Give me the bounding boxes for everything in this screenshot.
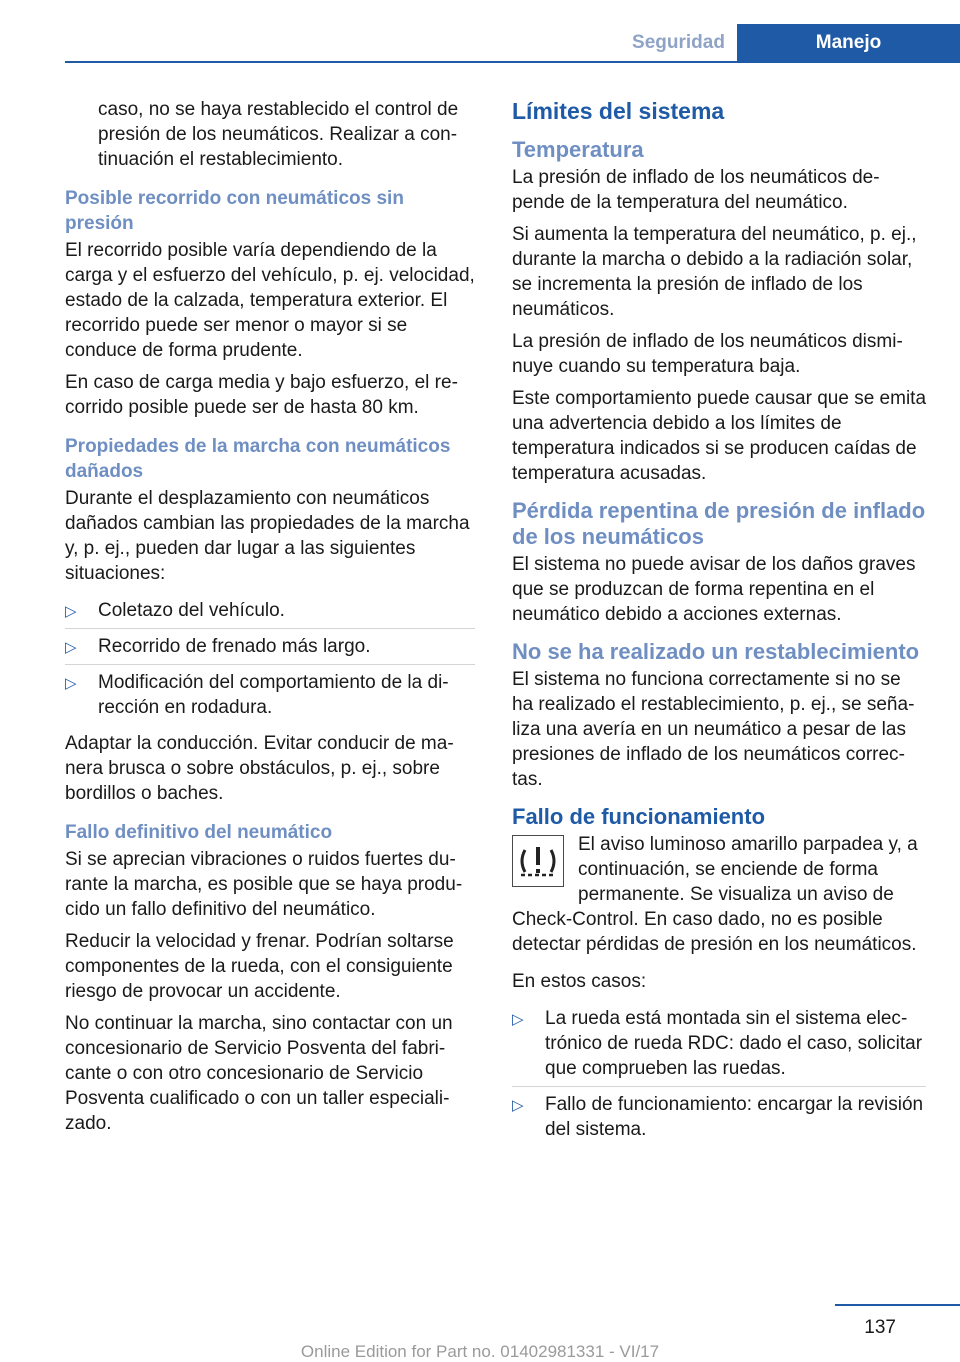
- section-title-perdida-repentina: Pérdida repentina de presión de inflado de los neumáticos: [512, 498, 926, 549]
- paragraph: Si aumenta la temperatura del neumático, p. ej., durante la marcha o debido a la radiación solar, se incrementa la presión de inflado de los neumáticos.: [512, 224, 917, 320]
- left-column: [65, 97, 475, 1143]
- triangle-bullet-icon: ▷: [512, 1011, 524, 1028]
- paragraph: La presión de inflado de los neumáticos disminuye cuando su temperatura baja.: [512, 331, 903, 377]
- list-item: ▷ Recorrido de frenado más largo.: [65, 628, 475, 664]
- section-tabs: [620, 24, 960, 62]
- page-title: Límites del sistema: [512, 98, 725, 124]
- section-title-fallo-definitivo: Fallo definitivo del neumático: [65, 822, 333, 843]
- triangle-bullet-icon: ▷: [65, 603, 77, 620]
- paragraph: Si se aprecian vibraciones o ruidos fuertes durante la marcha, es posible que se haya producido un fallo definitivo del neumático.: [65, 849, 463, 920]
- cases-list: [512, 1001, 926, 1147]
- section-title-fallo-funcionamiento: Fallo de funcionamiento: [512, 804, 766, 829]
- list-item: ▷ Coletazo del vehículo.: [65, 593, 475, 628]
- section-title-recorrido: Posible recorrido con neumáticos sin presión: [65, 188, 404, 234]
- paragraph: En caso de carga media y bajo esfuerzo, el recorrido posible puede ser de hasta 80 km.: [65, 372, 458, 418]
- paragraph: La presión de inflado de los neumáticos depende de la temperatura del neumático.: [512, 167, 880, 213]
- triangle-bullet-icon: ▷: [65, 639, 77, 656]
- paragraph: Durante el desplazamiento con neumáticos dañados cambian las propiedades de la marcha y, p. ej., pueden dar lugar a las siguientes situaciones:: [65, 488, 470, 584]
- triangle-bullet-icon: ▷: [65, 675, 77, 692]
- page-number: 137: [864, 1317, 896, 1338]
- tab-manejo[interactable]: Manejo: [737, 24, 960, 62]
- list-item: ▷ Modificación del comportamiento de la dirección en rodadura.: [65, 664, 475, 725]
- paragraph: El aviso luminoso amarillo parpadea y, a continuación, se enciende de forma permanente. Se visualiza un aviso de Check-Control. En caso dado, no es posible detectar pérdidas de presión en los neumáticos.: [512, 834, 918, 955]
- paragraph: El sistema no puede avisar de los daños graves que se produzcan de forma repentina en el neumático debido a acciones externas.: [512, 554, 916, 625]
- footer-rule: [835, 1304, 960, 1306]
- section-title-temperatura: Temperatura: [512, 137, 644, 162]
- list-item: ▷ La rueda está montada sin el sistema electrónico de rueda RDC: dado el caso, solicitar que comprueben las ruedas.: [512, 1008, 923, 1079]
- paragraph: Este comportamiento puede causar que se emita una advertencia debido a los límites de temperatura indicados si se producen caídas de temperatura acusadas.: [512, 388, 927, 484]
- paragraph: El recorrido posible varía dependiendo de la carga y el esfuerzo del vehículo, p. ej. velocidad, estado de la calzada, temperatura exterior. El recorrido puede ser menor o mayor si se conduce de forma prudente.: [65, 240, 475, 361]
- paragraph: Adaptar la conducción. Evitar conducir de manera brusca o sobre obstáculos, p. ej., sobre bordillos o baches.: [65, 733, 454, 804]
- section-title-propiedades: Propiedades de la marcha con neumáticos dañados: [65, 436, 451, 482]
- situations-list: [65, 593, 475, 725]
- right-column: [512, 97, 926, 1153]
- triangle-bullet-icon: ▷: [512, 1097, 524, 1114]
- edition-footer: Online Edition for Part no. 01402981331 - VI/17: [300, 1342, 660, 1361]
- header-rule: [65, 61, 960, 63]
- paragraph: En estos casos:: [512, 971, 647, 992]
- section-title-restablecimiento: No se ha realizado un restablecimiento: [512, 639, 920, 664]
- tab-seguridad[interactable]: Seguridad: [632, 32, 725, 53]
- list-item: ▷ Fallo de funcionamiento: encargar la revisión del sistema.: [512, 1086, 926, 1147]
- tire-pressure-warning-icon: [512, 835, 564, 887]
- paragraph: Reducir la velocidad y frenar. Podrían soltarse componentes de la rueda, con el consiguiente riesgo de provocar un accidente.: [65, 931, 454, 1002]
- intro-paragraph: caso, no se haya restablecido el control de presión de los neumáticos. Realizar a continuación el restablecimiento.: [98, 99, 459, 170]
- paragraph: No continuar la marcha, sino contactar con un concesionario de Servicio Posventa del fabricante o con otro concesionario de Servicio Posventa cualificado o con un taller especializado.: [65, 1013, 453, 1134]
- paragraph: El sistema no funciona correctamente si no se ha realizado el restablecimiento, p. ej., se señaliza una avería en un neumático a pesar de las presiones de inflado de los neumáticos correctas.: [512, 669, 915, 790]
- warning-block: [512, 832, 926, 957]
